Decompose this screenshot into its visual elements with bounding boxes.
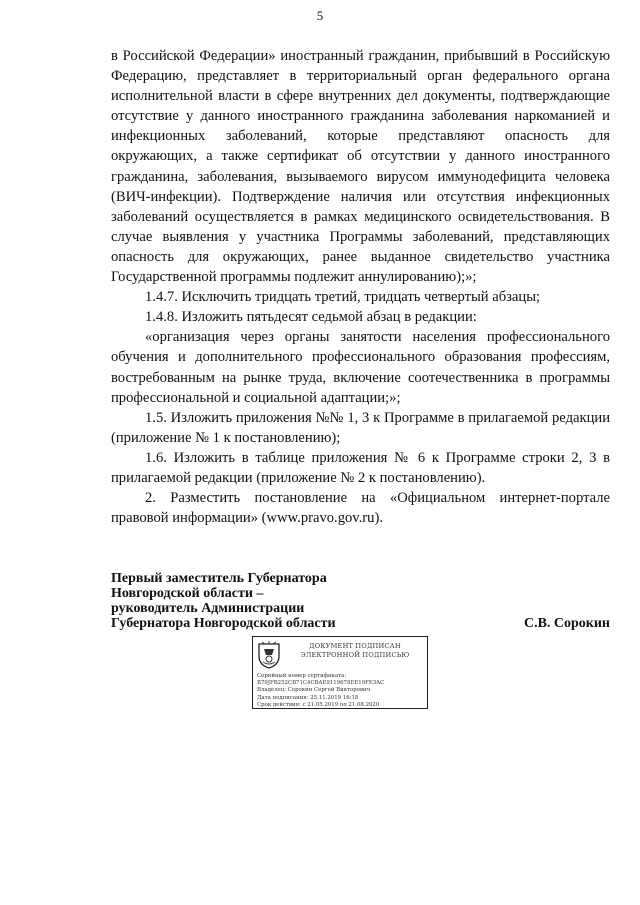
- stamp-header-line: ЭЛЕКТРОННОЙ ПОДПИСЬЮ: [300, 651, 410, 659]
- stamp-validity: Срок действия: с 21.05.2019 по 21.08.2020: [257, 701, 380, 708]
- paragraph-2: 2. Разместить постановление на «Официальном интернет-портале правовой информации» (www.pravo.gov.ru).: [111, 490, 610, 527]
- paragraph-continuation: в Российской Федерации» иностранный гражданин, прибывший в Российскую Федерацию, представляет в территориальный орган федерального органа исполнительной власти в сфере внутренних дел документы, подтверждающие отсутствие у данного иностранного гражданина заболевания наркоманией и инфекционных заболеваний, которые представляют опасность для окружающих, а также сертификат об отсутствии у данного иностранного гражданина, заболевания, вызываемого вирусом иммунодефицита человека (ВИЧ-инфекции). Подтверждение наличия или отсутствия инфекционных заболеваний осуществляется в рамках медицинского освидетельствования. В случае выявления у участника Программы заболеваний, представляющих опасность для окружающих, ранее выданное свидетельство участника Государственной программы подлежит аннулированию);»;: [111, 48, 610, 286]
- document-body: [111, 46, 610, 528]
- paragraph-quote: «организация через органы занятости населения профессионального обучения и дополнительного профессионального образования профессиям, востребованным на рынке труда, включение соотечественника в программы профессиональной и социальной адаптации;»;: [111, 329, 610, 406]
- stamp-cert-number: B79JFB252CB71C4CBAE9119678EE19FE3AC: [257, 680, 385, 687]
- stamp-header-line: ДОКУМЕНТ ПОДПИСАН: [309, 642, 401, 650]
- paragraph-1-5: 1.5. Изложить приложения №№ 1, 3 к Программе в прилагаемой редакции (приложение № 1 к постановлению);: [111, 409, 610, 446]
- stamp-header: [285, 642, 425, 660]
- signature-block: [111, 571, 610, 631]
- stamp-signed-date: Дата подписания: 25.11.2019 16:18: [257, 694, 359, 701]
- coat-of-arms-icon: [256, 640, 282, 670]
- signer-title-line: Первый заместитель Губернатора: [111, 571, 327, 586]
- signer-title-line: Новгородской области –: [111, 586, 264, 601]
- stamp-owner: Владелец: Сорокин Сергей Викторович: [257, 687, 371, 694]
- paragraph-1-4-8: 1.4.8. Изложить пятьдесят седьмой абзац в редакции:: [145, 309, 477, 326]
- stamp-cert-label: Серийный номер сертификата:: [257, 673, 347, 679]
- paragraph-1-4-7: 1.4.7. Исключить тридцать третий, тридцать четвертый абзацы;: [145, 289, 541, 306]
- paragraph-1-6: 1.6. Изложить в таблице приложения № 6 к Программе строки 2, 3 в прилагаемой редакции (приложение № 2 к постановлению).: [111, 449, 610, 486]
- signer-title-line: руководитель Администрации: [111, 601, 305, 616]
- electronic-signature-stamp: [252, 636, 428, 709]
- signer-title-line: Губернатора Новгородской области: [111, 616, 336, 631]
- page-number: 5: [316, 8, 324, 23]
- stamp-details: [257, 673, 427, 709]
- signer-name: С.В. Сорокин: [523, 616, 610, 631]
